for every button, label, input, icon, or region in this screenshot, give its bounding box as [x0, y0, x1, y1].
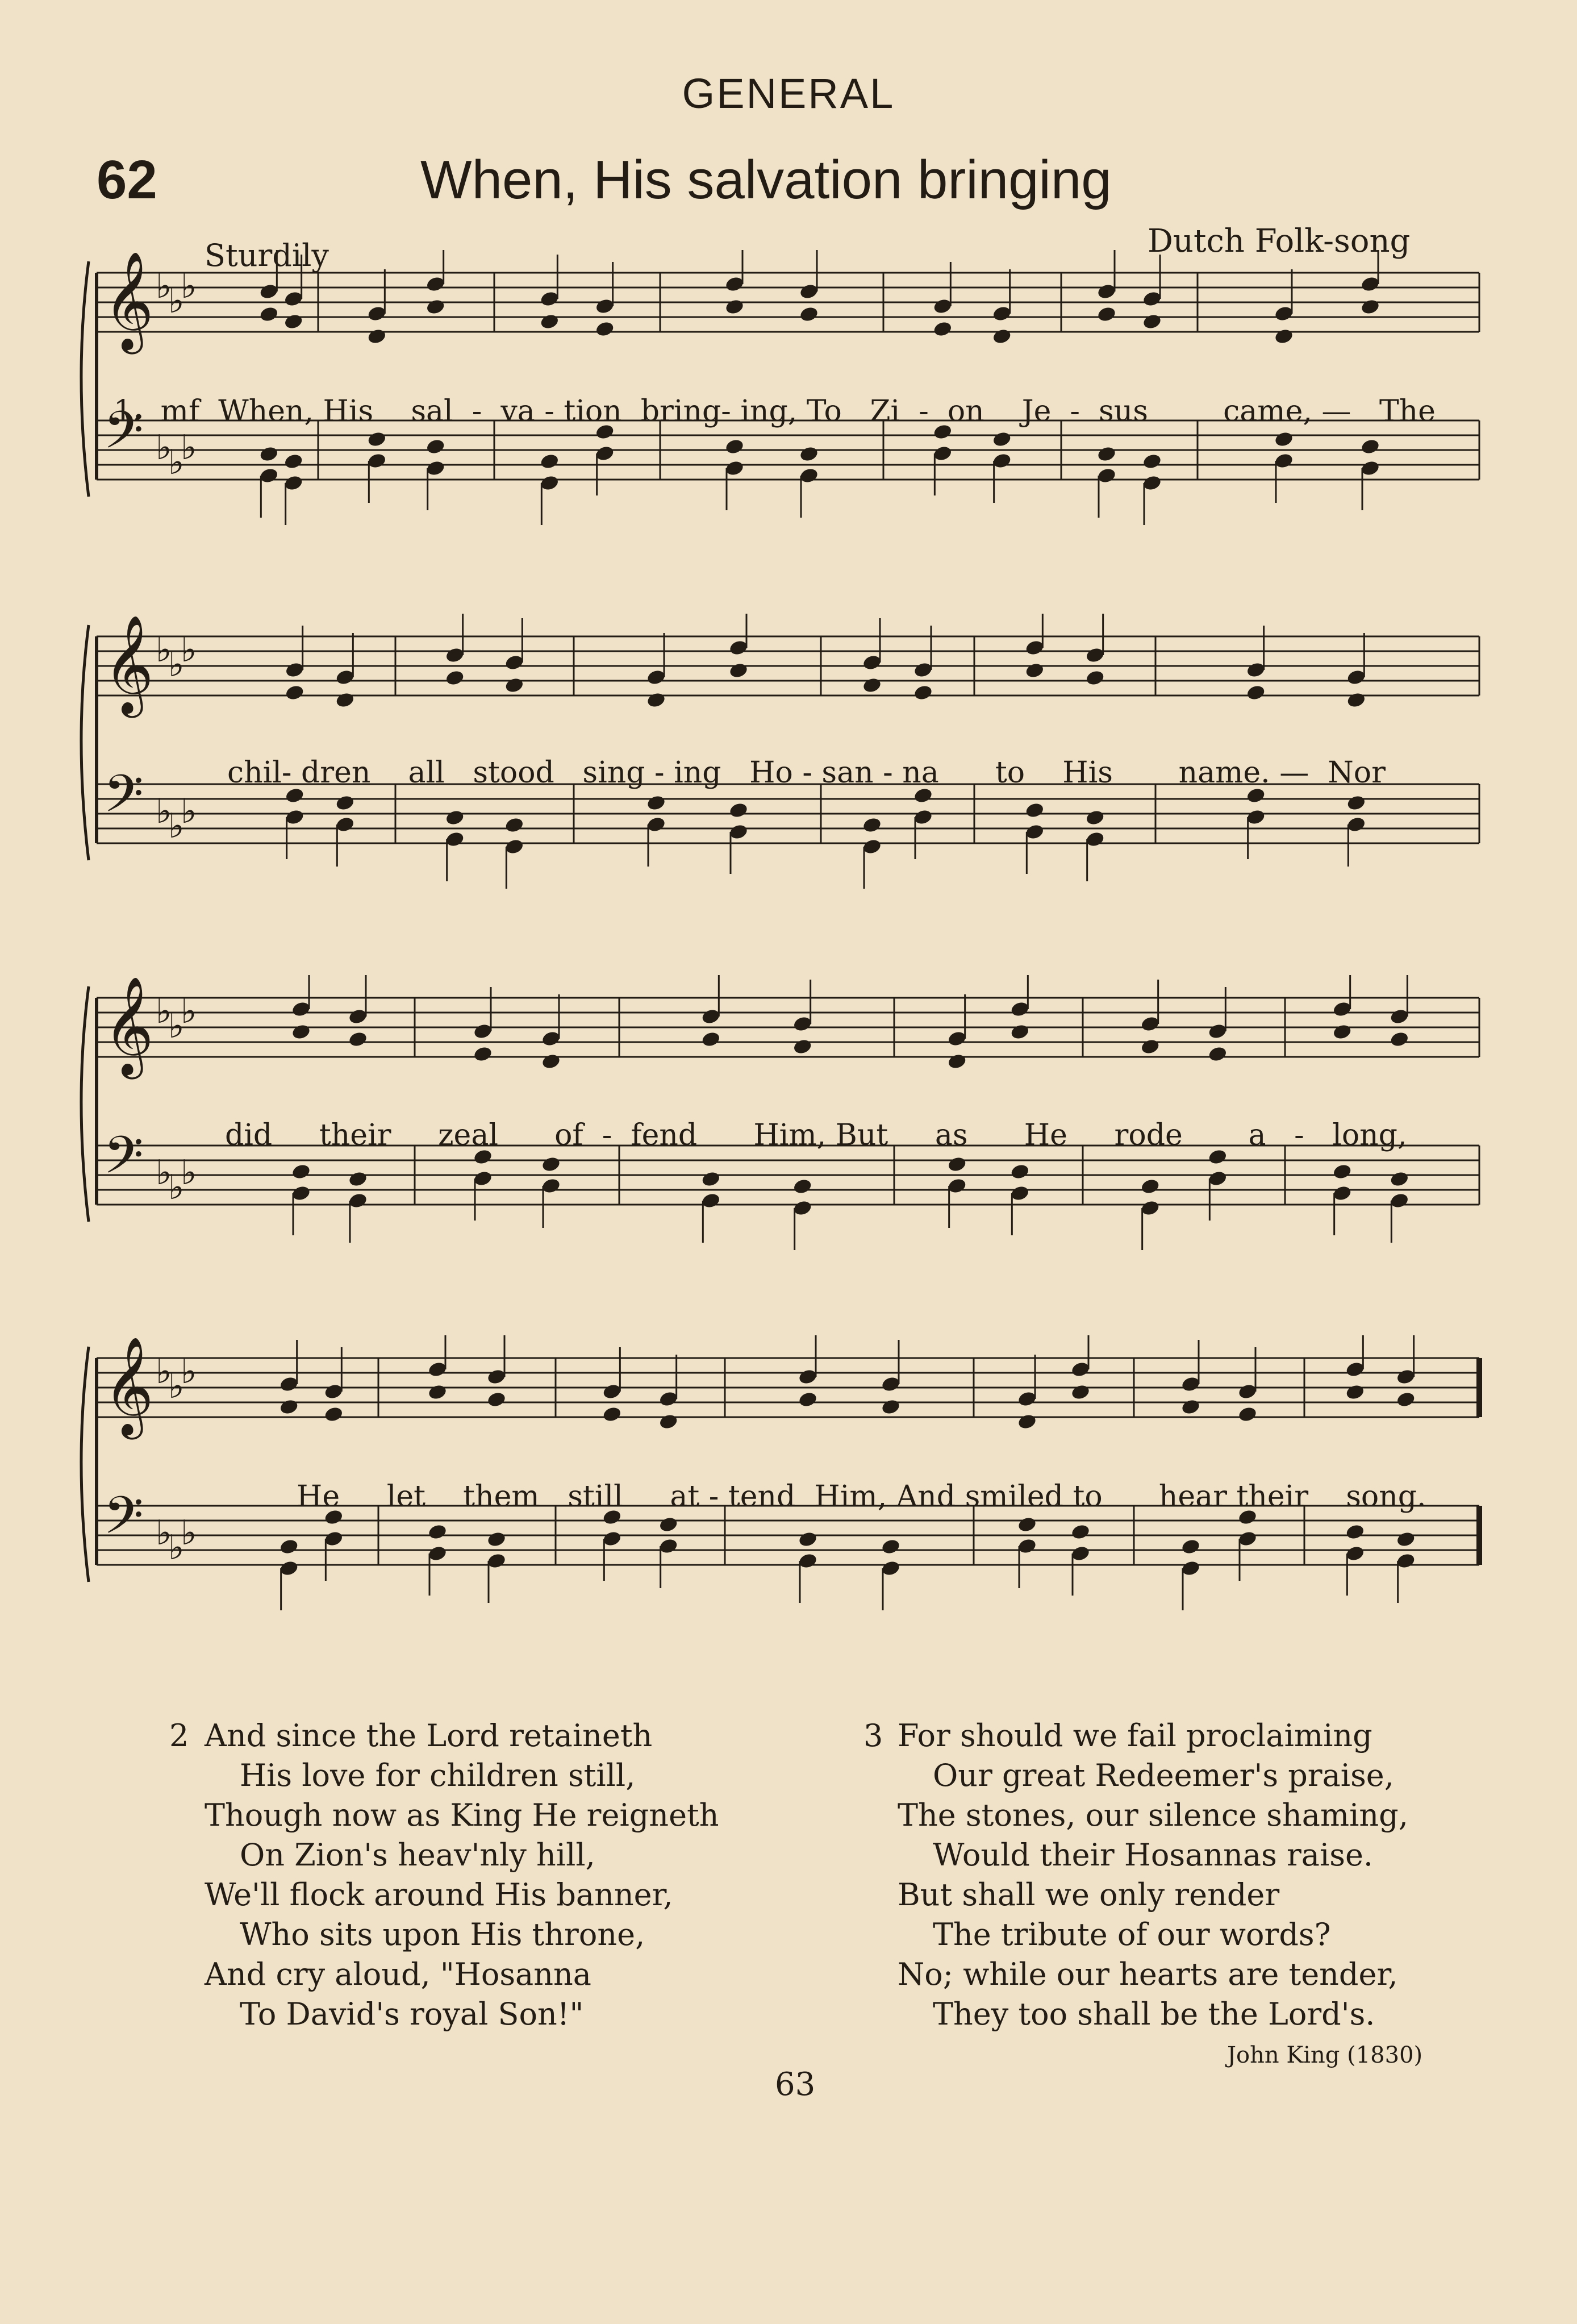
note-head [335, 794, 355, 812]
note-head [992, 328, 1012, 345]
flat-icon: ♭ [168, 443, 185, 482]
note-head [1017, 1516, 1037, 1534]
note-head [1396, 1391, 1416, 1409]
treble-clef-icon: 𝄞 [103, 615, 154, 714]
flat-icon: ♭ [156, 266, 172, 306]
note-head [445, 669, 465, 687]
note-head [486, 1531, 507, 1548]
flat-icon: ♭ [181, 992, 197, 1031]
note-head [1396, 1531, 1416, 1548]
verse-number: 2 [169, 1718, 189, 1754]
flat-icon: ♭ [168, 1006, 185, 1046]
note-head [285, 684, 305, 702]
note-head [1237, 1406, 1258, 1423]
note-head [1345, 1523, 1365, 1541]
note-head [1346, 692, 1366, 709]
note-head [291, 1023, 311, 1041]
note-head [1346, 794, 1366, 812]
note-head [425, 438, 446, 456]
note-head [724, 438, 745, 456]
note-head [291, 1163, 311, 1181]
flat-icon: ♭ [168, 1528, 185, 1568]
note-head [1070, 1384, 1091, 1401]
note-head [258, 306, 279, 323]
flat-icon: ♭ [181, 1153, 197, 1193]
bass-clef-icon: 𝄢 [103, 400, 144, 473]
note-head [1024, 802, 1045, 819]
flat-icon: ♭ [156, 1153, 172, 1193]
note-head [366, 431, 387, 448]
verse-number: 3 [863, 1718, 883, 1754]
note-head [728, 662, 749, 680]
verse-line: Would their Hosannas raise. [933, 1837, 1374, 1873]
hymn-title: When, His salvation bringing [420, 149, 1112, 210]
note-head [348, 1031, 368, 1048]
flat-icon: ♭ [181, 792, 197, 831]
note-head [258, 445, 279, 463]
verse-line: No; while our hearts are tender, [898, 1956, 1398, 1992]
note-head [881, 1398, 901, 1416]
note-head [283, 453, 304, 470]
note-head [1180, 1398, 1201, 1416]
note-head [646, 692, 666, 709]
note-head [335, 692, 355, 709]
lyric-line-4: He let them still at - tend Him, And smiled to hear their song. [297, 1480, 1426, 1514]
bass-clef-icon: 𝄢 [103, 764, 144, 836]
treble-clef-icon: 𝄞 [103, 251, 154, 350]
note-head [279, 1538, 299, 1556]
verse-line: The tribute of our words? [933, 1917, 1331, 1952]
system-bracket [81, 1347, 89, 1582]
note-head [1085, 809, 1105, 827]
note-head [1345, 1384, 1365, 1401]
note-head [1142, 313, 1162, 331]
verse-line: Though now as King He reigneth [205, 1797, 719, 1833]
flat-icon: ♭ [168, 645, 185, 685]
note-head [792, 1178, 813, 1196]
verse-3 [863, 1716, 1408, 2034]
lyric-line-2: chil- dren all stood sing - ing Ho - san - na to His name. — Nor [227, 756, 1386, 790]
note-head [792, 1038, 813, 1056]
note-head [1140, 1178, 1161, 1196]
note-head [366, 328, 387, 345]
note-head [1017, 1413, 1037, 1431]
note-head [504, 677, 524, 694]
verse-line: His love for children still, [240, 1757, 636, 1793]
verse-line: Our great Redeemer's praise, [933, 1757, 1394, 1793]
note-head [1332, 1163, 1353, 1181]
note-head [541, 1053, 561, 1071]
note-head [947, 1156, 967, 1173]
flat-icon: ♭ [156, 630, 172, 670]
note-head [539, 453, 560, 470]
note-head [1274, 431, 1294, 448]
flat-icon: ♭ [156, 1513, 172, 1553]
note-head [1024, 662, 1045, 680]
flat-icon: ♭ [156, 1352, 172, 1392]
note-head [427, 1384, 448, 1401]
note-head [881, 1538, 901, 1556]
flat-icon: ♭ [181, 1352, 197, 1392]
note-head [932, 320, 953, 338]
lyric-line-1: 1. mf When, His sal - va - tion bring- ing, To Zi - on Je - sus came, — The [114, 394, 1436, 428]
verse-line: The stones, our silence shaming, [898, 1797, 1408, 1833]
bass-clef-icon: 𝄢 [103, 1485, 144, 1558]
note-head [1140, 1038, 1161, 1056]
bass-clef-icon: 𝄢 [103, 1125, 144, 1198]
note-head [724, 298, 745, 316]
treble-clef-icon: 𝄞 [103, 1336, 154, 1435]
flat-icon: ♭ [168, 1367, 185, 1406]
note-head [427, 1523, 448, 1541]
note-head [1180, 1538, 1201, 1556]
section-heading: GENERAL [682, 70, 895, 117]
note-head [445, 809, 465, 827]
hymn-number: 62 [97, 149, 157, 210]
note-head [1070, 1523, 1091, 1541]
flat-icon: ♭ [156, 792, 172, 831]
note-head [425, 298, 446, 316]
page-number: 63 [775, 2066, 816, 2103]
flat-icon: ♭ [181, 266, 197, 306]
note-head [279, 1398, 299, 1416]
note-head [799, 445, 819, 463]
verse-line: They too shall be the Lord's. [933, 1996, 1375, 2032]
system-bracket [81, 261, 89, 497]
flat-icon: ♭ [181, 428, 197, 468]
note-head [1246, 684, 1266, 702]
note-head [862, 677, 882, 694]
flat-icon: ♭ [168, 281, 185, 321]
flat-icon: ♭ [181, 630, 197, 670]
tune-source: Dutch Folk-song [1148, 223, 1411, 260]
note-head [1274, 328, 1294, 345]
author-credit: John King (1830) [1227, 2042, 1423, 2068]
note-head [700, 1171, 721, 1188]
note-head [504, 817, 524, 834]
note-head [323, 1406, 344, 1423]
verse-2 [169, 1716, 719, 2034]
verse-line: And cry aloud, "Hosanna [205, 1956, 591, 1992]
note-head [602, 1406, 622, 1423]
note-head [473, 1046, 493, 1063]
note-head [1360, 298, 1380, 316]
note-head [913, 684, 933, 702]
note-head [1009, 1163, 1030, 1181]
note-head [1142, 453, 1162, 470]
system-bracket [81, 625, 89, 860]
verse-line: But shall we only render [898, 1877, 1280, 1913]
note-head [1085, 669, 1105, 687]
note-head [283, 313, 304, 331]
note-head [798, 1391, 818, 1409]
flat-icon: ♭ [168, 1168, 185, 1207]
lyric-line-3: did their zeal of - fend Him, But as He rode a - long, [225, 1118, 1407, 1152]
flat-icon: ♭ [156, 992, 172, 1031]
note-head [541, 1156, 561, 1173]
note-head [348, 1171, 368, 1188]
verse-line: On Zion's heav'nly hill, [240, 1837, 595, 1873]
note-head [798, 1531, 818, 1548]
flat-icon: ♭ [168, 806, 185, 846]
note-head [595, 320, 615, 338]
note-head [486, 1391, 507, 1409]
flat-icon: ♭ [156, 428, 172, 468]
verse-line: For should we fail proclaiming [898, 1718, 1372, 1754]
note-head [1207, 1046, 1228, 1063]
note-head [862, 817, 882, 834]
note-head [799, 306, 819, 323]
note-head [539, 313, 560, 331]
system-bracket [81, 986, 89, 1222]
note-head [658, 1413, 679, 1431]
note-head [1096, 306, 1117, 323]
note-head [1389, 1171, 1409, 1188]
note-head [992, 431, 1012, 448]
flat-icon: ♭ [181, 1513, 197, 1553]
note-head [658, 1516, 679, 1534]
verse-line: We'll flock around His banner, [205, 1877, 673, 1913]
note-head [947, 1053, 967, 1071]
note-head [1096, 445, 1117, 463]
verse-line: And since the Lord retaineth [205, 1718, 653, 1754]
tempo-marking: Sturdily [205, 238, 329, 273]
note-head [646, 794, 666, 812]
note-head [728, 802, 749, 819]
note-head [1009, 1023, 1030, 1041]
note-head [1389, 1031, 1409, 1048]
note-head [700, 1031, 721, 1048]
verse-line: To David's royal Son!" [240, 1996, 584, 2032]
treble-clef-icon: 𝄞 [103, 976, 154, 1075]
note-head [1360, 438, 1380, 456]
note-head [1332, 1023, 1353, 1041]
verse-line: Who sits upon His throne, [240, 1917, 645, 1952]
